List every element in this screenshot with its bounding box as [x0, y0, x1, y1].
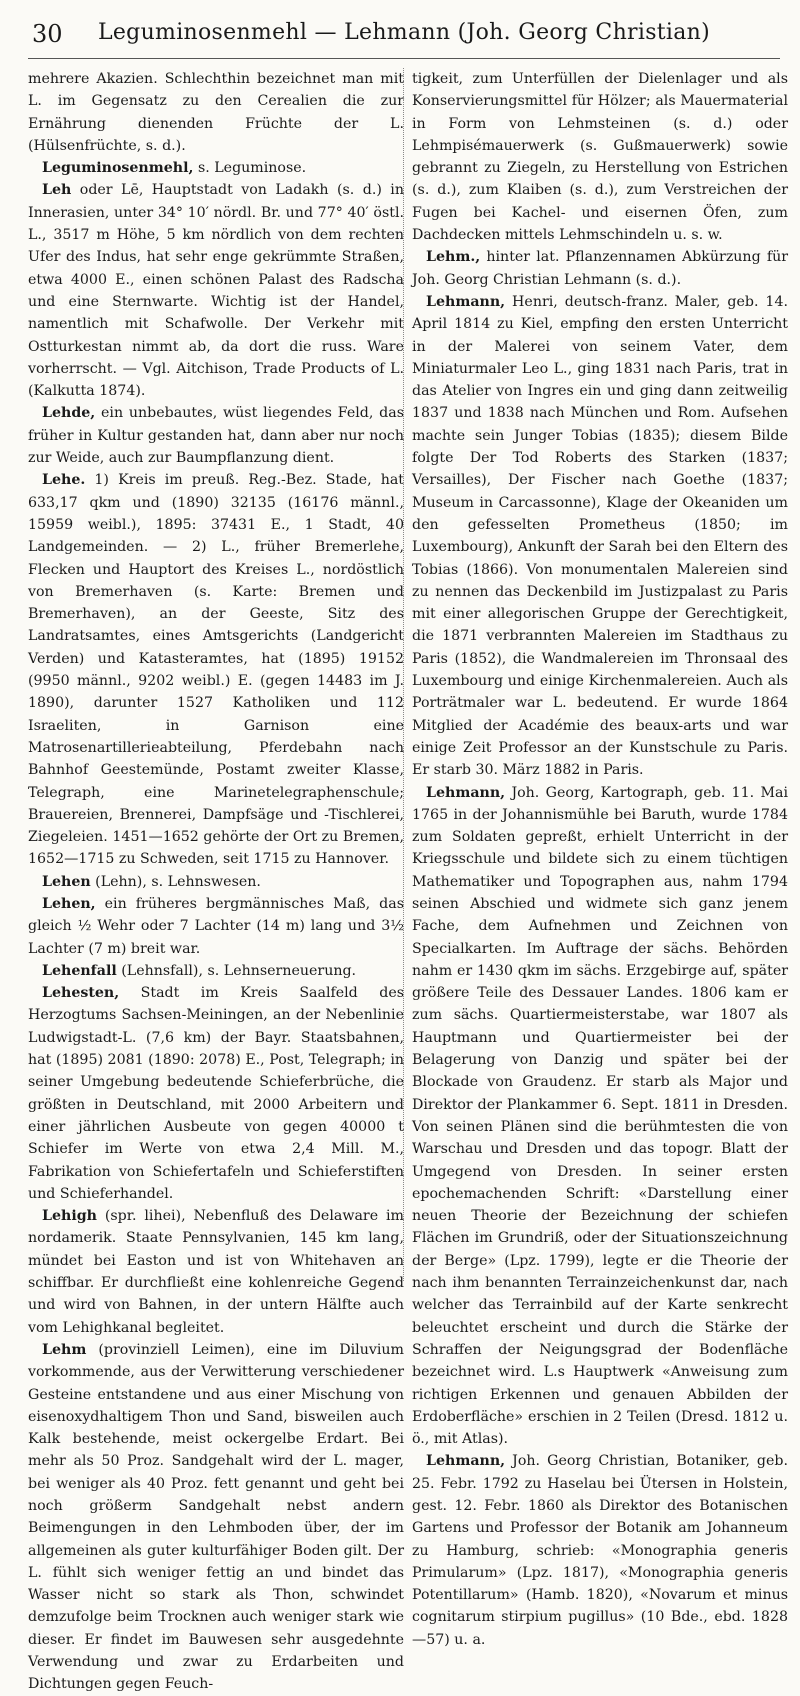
column-divider: [403, 68, 404, 1281]
dictionary-entry: [28, 68, 404, 157]
entry-text: ein früheres bergmännisches Maß, das gleich ½ Wehr oder 7 Lachter (14 m) lang und 3½ Lachter (7 m) breit war.: [28, 895, 404, 957]
dictionary-entry: [28, 1205, 404, 1339]
entry-text: mehrere Akazien. Schlechthin bezeichnet man mit L. im Gegensatz zu den Cerealien die zur Ernährung dienenden Früchte der L. (Hülsenfrüchte, s. d.).: [28, 71, 404, 154]
entry-headword: Lehm.,: [426, 249, 481, 266]
dictionary-entry: [28, 982, 404, 1205]
page-header: [28, 14, 780, 59]
dictionary-entry: [412, 1450, 788, 1651]
entry-headword: Lehmann,: [426, 293, 506, 310]
dictionary-entry: [28, 469, 404, 870]
entry-text: ein unbebautes, wüst liegendes Feld, das früher in Kultur gestanden hat, dann aber nur noch zur Weide, auch zur Baumpflanzung dient.: [28, 405, 404, 467]
dictionary-entry: [28, 893, 404, 960]
dictionary-entry: [28, 157, 404, 179]
entry-headword: Lehmann,: [426, 784, 506, 801]
entry-text: Henri, deutsch-franz. Maler, geb. 14. April 1814 zu Kiel, empfing den ersten Unterricht in der Malerei von seinem Vater, dem Miniaturmaler Leo L., ging 1831 nach Paris, trat in das Atelier von Ingres ein und ging dann zeitweilig 1837 und 1838 nach München und Rom. Aufsehen machte sein Junger Tobias (1835); diesem Bilde folgte Der Tod Roberts des Starken (1837; Versailles), Der Fischer nach Goethe (1837; Museum in Carcassonne), Klage der Okeaniden um den gefesselten Prometheus (1850; im Luxembourg), Ankunft der Sarah bei den Eltern des Tobias (1866). Von monumentalen Malereien sind zu nennen das Deckenbild im Justizpalast zu Paris mit einer allegorischen Gruppe der Gerechtigkeit, die 1871 verbrannten Malereien im Stadthaus zu Paris (1852), die Wandmalereien im Thronsaal des Luxembourg und einige Kirchenmalereien. Auch als Porträtmaler war L. bedeutend. Er wurde 1864 Mitglied der Académie des beaux-arts und war einige Zeit Professor an der Kunstschule zu Paris. Er starb 30. März 1882 in Paris.: [412, 293, 788, 779]
dictionary-entry: [412, 782, 788, 1451]
entry-text: s. Leguminose.: [193, 160, 307, 177]
entry-headword: Lehmann,: [426, 1453, 506, 1470]
entry-headword: Lehen,: [42, 895, 96, 912]
dictionary-entry: [28, 1339, 404, 1696]
entry-text: tigkeit, zum Unterfüllen der Dielenlager und als Konservierungsmittel für Hölzer; als Mauermaterial in Form von Lehmsteinen (s. d.) oder Lehmpisémauerwerk (s. Gußmauerwerk) sowie gebrannt zu Ziegeln, zu Herstellung von Estrichen (s. d.), zum Klaiben (s. d.), zum Verstreichen der Fugen bei Kachel- und eisernen Öfen, zum Dachdecken mittels Lehmschindeln u. s. w.: [412, 71, 788, 244]
right-column: [412, 68, 788, 1651]
entry-headword: Lehigh: [42, 1208, 97, 1225]
left-column: [28, 68, 404, 1696]
dictionary-entry: [28, 402, 404, 469]
dictionary-entry: [28, 960, 404, 982]
dictionary-entry: [28, 871, 404, 893]
entry-text: (spr. lihei), Nebenfluß des Delaware im nordamerik. Staate Pennsylvanien, 145 km lang, mündet bei Easton und ist von Whitehaven an schiffbar. Er durchfließt eine kohlenreiche Gegend und wird von Bahnen, in der untern Hälfte auch vom Lehighkanal begleitet.: [28, 1208, 404, 1336]
page-number: 30: [32, 20, 63, 48]
entry-headword: Lehen: [42, 873, 91, 890]
entry-headword: Lehde,: [42, 405, 96, 422]
entry-text: Stadt im Kreis Saalfeld des Herzogtums Sachsen-Meiningen, an der Nebenlinie Ludwigstadt-L. (7,6 km) der Bayr. Staatsbahnen, hat (1895) 2081 (1890: 2078) E., Post, Telegraph; in seiner Umgebung bedeutende Schieferbrüche, die größten in Deutschland, mit 2000 Arbeitern und einer jährlichen Ausbeute von gegen 40000 t Schiefer im Werte von etwa 2,4 Mill. M., Fabrikation von Schiefertafeln und Schieferstiften und Schieferhandel.: [28, 985, 404, 1202]
entry-text: (Lehn), s. Lehnswesen.: [90, 873, 261, 890]
dictionary-entry: [412, 68, 788, 246]
entry-headword: Lehm: [42, 1341, 87, 1358]
dictionary-entry: [28, 179, 404, 402]
entry-text: Joh. Georg, Kartograph, geb. 11. Mai 1765 in der Johannismühle bei Baruth, wurde 1784 zum Soldaten gepreßt, erhielt Unterricht in der Kriegsschule und bildete sich zu einem tüchtigen Mathematiker und Topographen aus, nahm 1794 seinen Abschied und widmete sich ganz jenem Fache, dem Aufnehmen und Zeichnen von Specialkarten. Im Auftrage der sächs. Behörden nahm er 1430 qkm im sächs. Erzgebirge auf, später größere Teile des Dessauer Landes. 1806 kam er zum sächs. Quartiermeisterstabe, war 1807 als Hauptmann und Quartiermeister bei der Belagerung von Danzig und später bei der Blockade von Graudenz. Er starb als Major und Direktor der Plankammer 6. Sept. 1811 in Dresden. Von seinen Plänen sind die berühmtesten die von Warschau und Dresden und das topogr. Blatt der Umgegend von Dresden. In seiner ersten epochemachenden Schrift: «Darstellung einer neuen Theorie der Bezeichnung der schiefen Flächen im Grundriß, oder der Situationszeichnung der Berge» (Lpz. 1799), legte er die Theorie der nach ihm benannten Terrainzeichenkunst dar, nach welcher das Terrainbild auf der Karte senkrecht beleuchtet erscheint und durch die Stärke der Schraffen der Neigungsgrad der Bodenfläche bezeichnet wird. L.s Hauptwerk «Anweisung zum richtigen Erkennen und genauen Abbilden der Erdoberfläche» erschien in 2 Teilen (Dresd. 1812 u. ö., mit Atlas).: [412, 784, 788, 1448]
entry-headword: Lehesten,: [42, 985, 120, 1002]
dictionary-entry: [412, 246, 788, 291]
entry-headword: Leh: [42, 182, 72, 199]
entry-headword: Lehenfall: [42, 962, 117, 979]
entry-text: (provinziell Leimen), eine im Diluvium vorkommende, aus der Verwitterung verschiedener Gesteine entstandene und aus einer Mischung von eisenoxydhaltigem Thon und Sand, bisweilen auch Kalk bestehende, meist ockergelbe Erdart. Bei mehr als 50 Proz. Sandgehalt wird der L. mager, bei weniger als 40 Proz. fett genannt und geht bei noch größerm Sandgehalt nebst andern Beimengungen in den Lehmboden über, der im allgemeinen als guter kulturfähiger Boden gilt. Der L. fühlt sich weniger fettig an und bindet das Wasser nicht so stark als Thon, schwindet demzufolge beim Trocknen auch weniger stark wie dieser. Er findet im Bauwesen sehr ausgedehnte Verwendung und zwar zu Erdarbeiten und Dichtungen gegen Feuch-: [28, 1341, 404, 1693]
entry-text: (Lehnsfall), s. Lehnserneuerung.: [116, 962, 357, 979]
entry-text: 1) Kreis im preuß. Reg.-Bez. Stade, hat 633,17 qkm und (1890) 32135 (16176 männl., 15959 weibl.), 1895: 37431 E., 1 Stadt, 40 Landgemeinden. — 2) L., früher Bremerlehe, Flecken und Hauptort des Kreises L., nordöstlich von Bremerhaven (s. Karte: Bremen und Bremerhaven), an der Geeste, Sitz des Landratsamtes, eines Amtsgerichts (Landgericht Verden) und Katasteramtes, hat (1895) 19152 (9950 männl., 9202 weibl.) E. (gegen 14483 im J. 1890), darunter 1527 Katholiken und 112 Israeliten, in Garnison eine Matrosenartillerieabteilung, Pferdebahn nach Bahnhof Geestemünde, Postamt zweiter Klasse, Telegraph, eine Marinetelegraphenschule; Brauereien, Brennerei, Dampfsäge und -Tischlerei, Ziegeleien. 1451—1652 gehörte der Ort zu Bremen, 1652—1715 zu Schweden, seit 1715 zu Hannover.: [28, 472, 404, 868]
entry-text: hinter lat. Pflanzennamen Abkürzung für Joh. Georg Christian Lehmann (s. d.).: [412, 249, 788, 288]
entry-text: Joh. Georg Christian, Botaniker, geb. 25. Febr. 1792 zu Haselau bei Ütersen in Holstein, gest. 12. Febr. 1860 als Direktor des Botanischen Gartens und Professor der Botanik am Johanneum zu Hamburg, schrieb: «Monographia generis Primularum» (Lpz. 1817), «Monographia generis Potentillarum» (Hamb. 1820), «Novarum et minus cognitarum stirpium pugillus» (10 Bde., ebd. 1828—57) u. a.: [412, 1453, 788, 1648]
running-head: Leguminosenmehl — Lehmann (Joh. Georg Christian): [97, 20, 711, 45]
dictionary-entry: [412, 291, 788, 782]
entry-headword: Leguminosenmehl,: [42, 160, 194, 177]
entry-text: oder Lē, Hauptstadt von Ladakh (s. d.) in Innerasien, unter 34° 10′ nördl. Br. und 77° 40′ östl. L., 3517 m Höhe, 5 km nördlich von dem rechten Ufer des Indus, hat sehr enge gekrümmte Straßen, etwa 4000 E., einen schönen Palast des Radscha und eine Sternwarte. Wichtig ist der Handel, namentlich mit Schafwolle. Der Verkehr mit Ostturkestan nimmt ab, da dort die russ. Ware vorherrscht. — Vgl. Aitchison, Trade Products of L. (Kalkutta 1874).: [28, 182, 404, 400]
entry-headword: Lehe.: [42, 472, 86, 489]
